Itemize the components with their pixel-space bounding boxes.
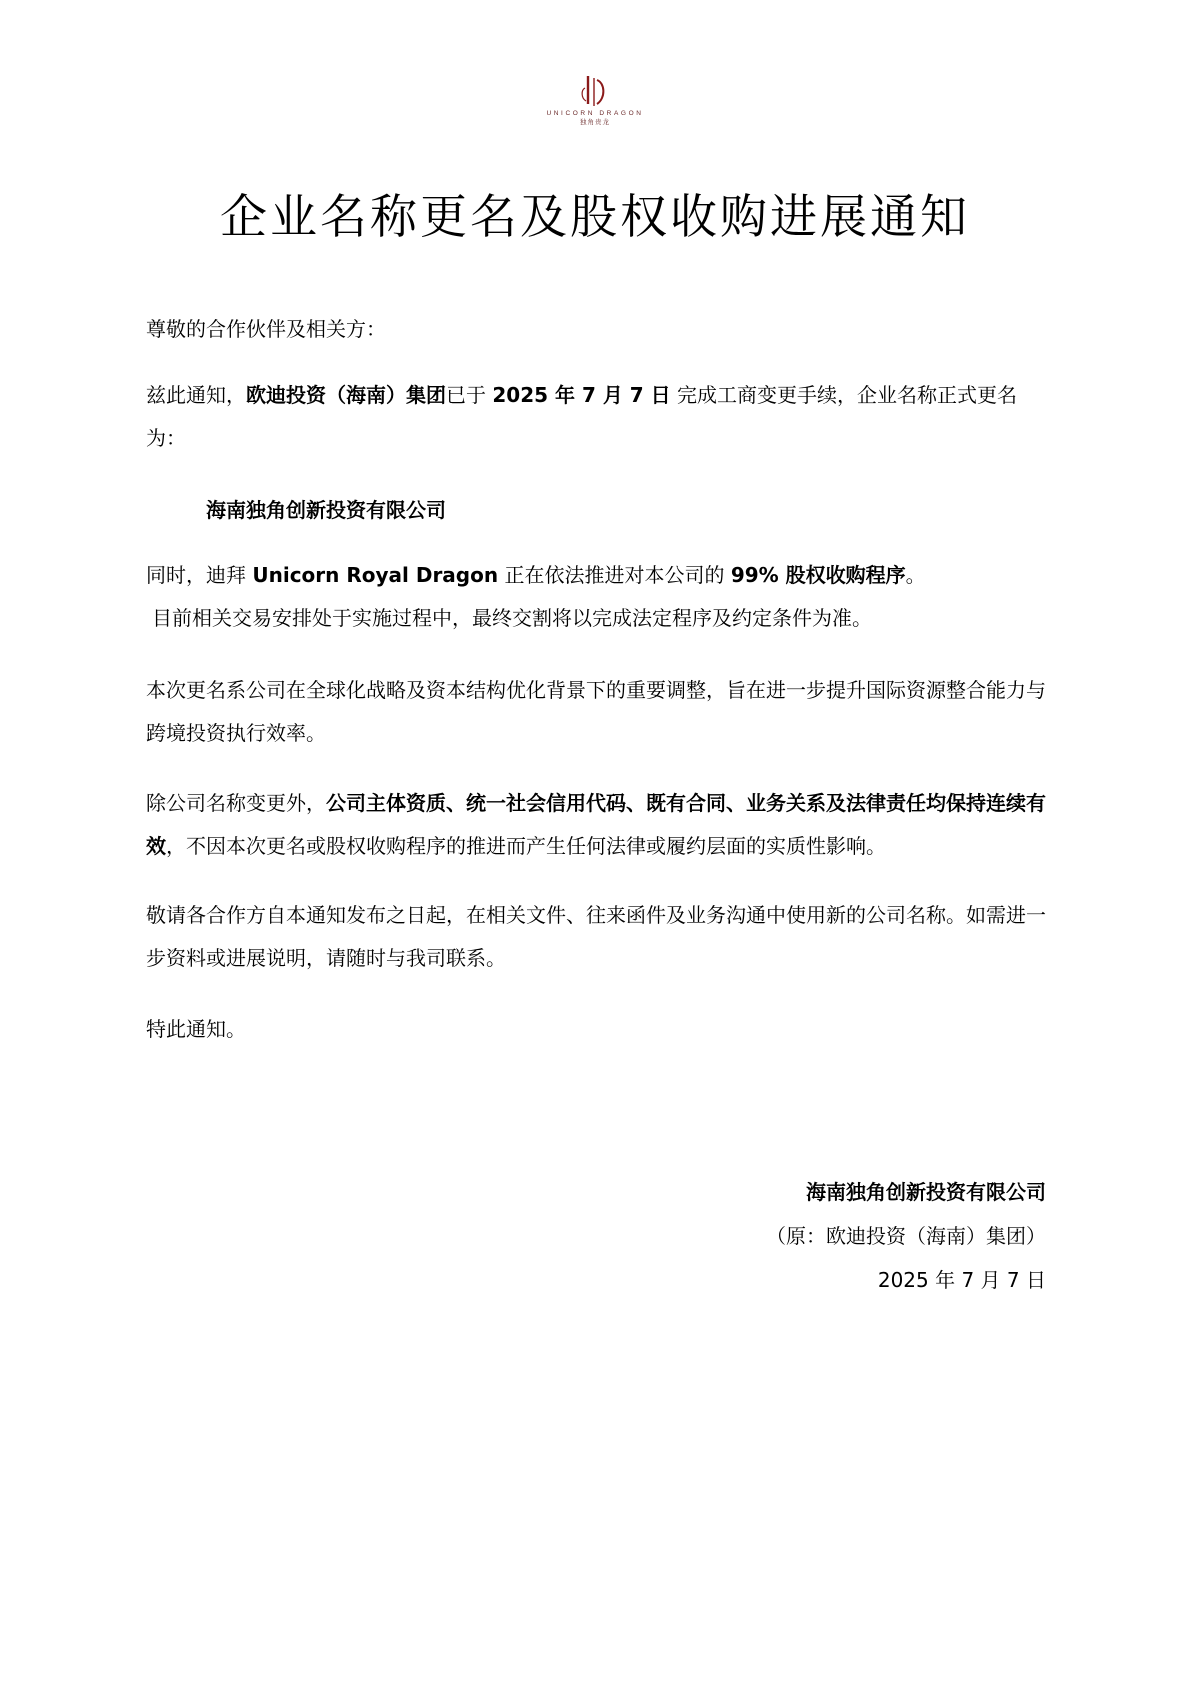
salutation: 尊敬的合作伙伴及相关方： bbox=[146, 317, 386, 341]
paragraph-request: 敬请各合作方自本通知发布之日起，在相关文件、往来函件及业务沟通中使用新的公司名称。如需进一步资料或进展说明，请随时与我司联系。 bbox=[146, 903, 1046, 970]
signature-block bbox=[766, 1170, 1046, 1302]
text-span: 兹此通知， bbox=[146, 383, 246, 407]
unicorn-dragon-logo-icon bbox=[575, 74, 615, 108]
text-span: 正在依法推进对本公司的 bbox=[498, 563, 731, 587]
paragraph-acquisition bbox=[146, 554, 1046, 640]
paragraph-continuity bbox=[146, 782, 1046, 868]
text-span: 完成工商变更手续，企业名称正式更名为： bbox=[146, 383, 1018, 450]
continuity-statement: 公司主体资质、统一社会信用代码、既有合同、业务关系及法律责任均保持连续有效 bbox=[146, 791, 1046, 858]
logo-text-en: UNICORN DRAGON bbox=[546, 110, 644, 117]
signature-former-name: （原：欧迪投资（海南）集团） bbox=[766, 1224, 1046, 1248]
paragraph-purpose: 本次更名系公司在全球化战略及资本结构优化背景下的重要调整，旨在进一步提升国际资源整合能力与跨境投资执行效率。 bbox=[146, 678, 1046, 745]
acquisition-stake: 99% 股权收购程序 bbox=[730, 563, 906, 587]
company-logo bbox=[0, 74, 1190, 126]
signature-company: 海南独角创新投资有限公司 bbox=[806, 1180, 1046, 1204]
closing-remark: 特此通知。 bbox=[146, 1017, 246, 1041]
signature-date: 2025 年 7 月 7 日 bbox=[877, 1268, 1046, 1292]
acquirer-name: Unicorn Royal Dragon bbox=[252, 563, 499, 587]
text-span: 。 bbox=[905, 563, 926, 587]
new-company-name: 海南独角创新投资有限公司 bbox=[206, 498, 446, 522]
text-span: 已于 bbox=[446, 383, 493, 407]
text-span: 除公司名称变更外， bbox=[146, 791, 326, 815]
text-span: ，不因本次更名或股权收购程序的推进而产生任何法律或履约层面的实质性影响。 bbox=[166, 834, 886, 858]
notice-title: 企业名称更名及股权收购进展通知 bbox=[220, 190, 970, 245]
paragraph-rename-notice bbox=[146, 374, 1046, 460]
change-date: 2025 年 7 月 7 日 bbox=[492, 383, 671, 407]
logo-text-cn: 独角贵龙 bbox=[580, 118, 610, 126]
text-span: 同时，迪拜 bbox=[146, 563, 253, 587]
former-company-name: 欧迪投资（海南）集团 bbox=[246, 383, 446, 407]
text-span: 目前相关交易安排处于实施过程中，最终交割将以完成法定程序及约定条件为准。 bbox=[152, 606, 872, 630]
